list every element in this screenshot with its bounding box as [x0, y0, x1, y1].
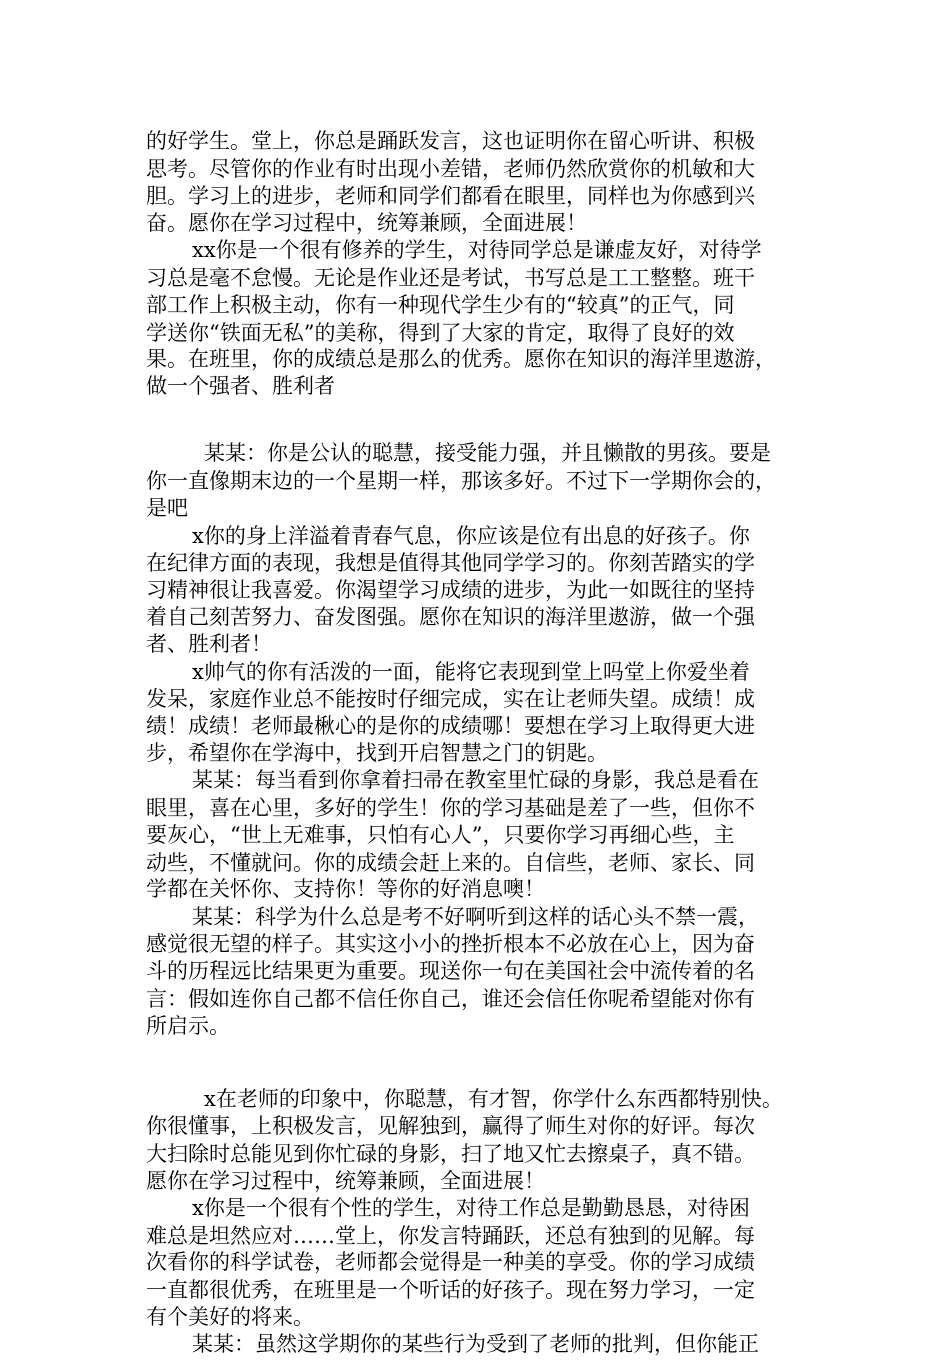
text-line: x在老师的印象中，你聪慧，有才智，你学什么东西都特别快。: [204, 1087, 783, 1111]
text-line: 斗的历程远比结果更为重要。现送你一句在美国社会中流传着的名: [146, 959, 755, 983]
text-line: x你的身上洋溢着青春气息，你应该是位有出息的好孩子。你: [192, 524, 750, 548]
text-line: 愿你在学习过程中，统筹兼顾，全面进展！: [146, 1169, 545, 1193]
text-line: 是吧: [146, 496, 188, 520]
text-line: 言：假如连你自己都不信任你自己，谁还会信任你呢希望能对你有: [146, 987, 755, 1011]
text-line: 次看你的科学试卷，老师都会觉得是一种美的享受。你的学习成绩: [146, 1250, 755, 1274]
text-line: x帅气的你有活泼的一面，能将它表现到堂上吗堂上你爱坐着: [192, 660, 750, 684]
text-line: 一直都很优秀，在班里是一个听话的好孩子。现在努力学习，一定: [146, 1278, 755, 1302]
text-line: 思考。尽管你的作业有时出现小差错，老师仍然欣赏你的机敏和大: [146, 157, 755, 181]
text-line: 你一直像期末边的一个星期一样，那该多好。不过下一学期你会的，: [146, 469, 776, 493]
text-line: xx你是一个很有修养的学生，对待同学总是谦虚友好，对待学: [192, 238, 762, 262]
text-line: 难总是坦然应对……堂上，你发言特踊跃，还总有独到的见解。每: [146, 1224, 755, 1248]
text-line: 学都在关怀你、支持你！等你的好消息噢！: [146, 877, 545, 901]
text-line: 某某：每当看到你拿着扫帚在教室里忙碌的身影，我总是看在: [192, 768, 759, 792]
text-line: 果。在班里，你的成绩总是那么的优秀。愿你在知识的海洋里遨游，: [146, 347, 776, 371]
text-line: 眼里，喜在心里，多好的学生！你的学习基础是差了一些，但你不: [146, 796, 755, 820]
text-line: x你是一个很有个性的学生，对待工作总是勤勤恳恳，对待困: [192, 1196, 750, 1220]
text-line: 所启示。: [146, 1014, 230, 1038]
text-line: 发呆，家庭作业总不能按时仔细完成，实在让老师失望。成绩！成: [146, 687, 755, 711]
text-line: 胆。学习上的进步，老师和同学们都看在眼里，同样也为你感到兴: [146, 184, 755, 208]
text-line: 要灰心，“世上无难事，只怕有心人”，只要你学习再细心些，主: [146, 823, 735, 847]
text-line: 学送你“铁面无私”的美称，得到了大家的肯定，取得了良好的效: [146, 321, 735, 345]
text-line: 动些，不懂就问。你的成绩会赶上来的。自信些，老师、家长、同: [146, 851, 755, 875]
text-line: 某某：虽然这学期你的某些行为受到了老师的批判，但你能正: [192, 1332, 759, 1356]
text-line: 大扫除时总能见到你忙碌的身影，扫了地又忙去擦桌子，真不错。: [146, 1142, 755, 1166]
text-line: 习精神很让我喜爱。你渴望学习成绩的进步，为此一如既往的坚持: [146, 578, 755, 602]
text-line: 感觉很无望的样子。其实这小小的挫折根本不必放在心上，因为奋: [146, 932, 755, 956]
text-line: 某某：你是公认的聪慧，接受能力强，并且懒散的男孩。要是: [204, 441, 771, 465]
text-line: 在纪律方面的表现，我想是值得其他同学学习的。你刻苦踏实的学: [146, 551, 755, 575]
text-line: 你很懂事，上积极发言，见解独到，赢得了师生对你的好评。每次: [146, 1114, 755, 1138]
text-line: 习总是毫不怠慢。无论是作业还是考试，书写总是工工整整。班干: [146, 266, 755, 290]
text-line: 的好学生。堂上，你总是踊跃发言，这也证明你在留心听讲、积极: [146, 129, 755, 153]
text-line: 部工作上积极主动，你有一种现代学生少有的“较真”的正气，同: [146, 293, 735, 317]
text-line: 某某：科学为什么总是考不好啊听到这样的话心头不禁一震，: [192, 905, 759, 929]
text-line: 步，希望你在学海中，找到开启智慧之门的钥匙。: [146, 741, 608, 765]
text-line: 者、胜利者！: [146, 632, 272, 656]
text-line: 奋。愿你在学习过程中，统筹兼顾，全面进展！: [146, 211, 587, 235]
text-line: 绩！成绩！老师最楸心的是你的成绩哪！要想在学习上取得更大进: [146, 714, 755, 738]
text-line: 着自己刻苦努力、奋发图强。愿你在知识的海洋里遨游，做一个强: [146, 605, 755, 629]
text-line: 有个美好的将来。: [146, 1305, 314, 1329]
text-line: 做一个强者、胜利者: [146, 374, 335, 398]
